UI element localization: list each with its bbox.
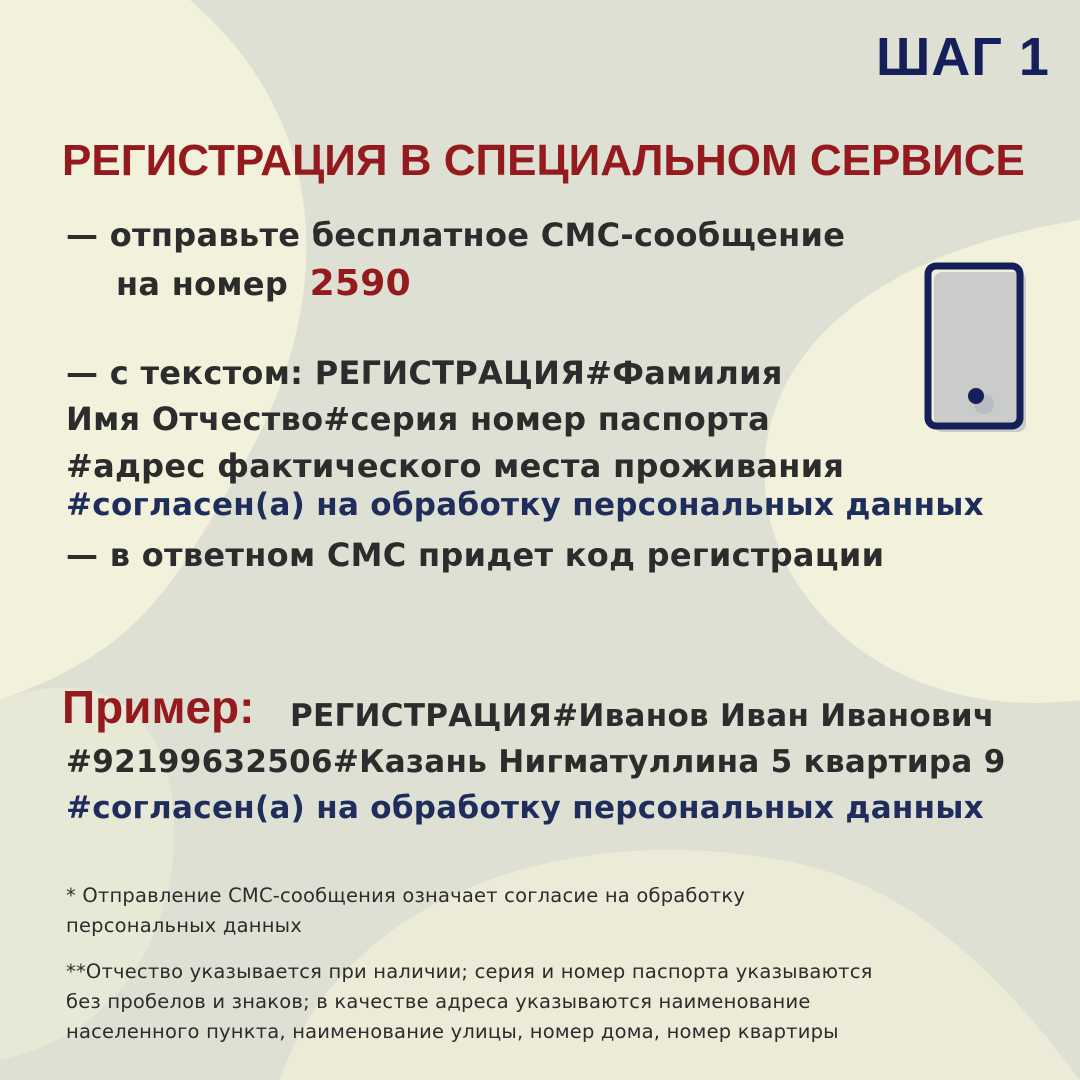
instruction-line-3: — с текстом: РЕГИСТРАЦИЯ#Фамилия <box>66 354 783 392</box>
instruction-line-5: #адрес фактического места проживания <box>66 447 845 485</box>
sms-number: 2590 <box>309 263 411 304</box>
instruction-line-1: — отправьте бесплатное СМС-сообщение <box>66 216 846 254</box>
footnote-1-line-2: персональных данных <box>66 914 302 937</box>
example-label: Пример: <box>62 681 255 733</box>
instruction-consent-line: #согласен(а) на обработку персональных данных <box>66 487 984 523</box>
footnote-2-line-1: **Отчество указывается при наличии; серия и номер паспорта указываются <box>66 960 873 983</box>
instruction-line-2 <box>116 263 411 304</box>
footnote-2-line-2: без пробелов и знаков; в качестве адреса указываются наименование <box>66 990 811 1013</box>
example-line-1: РЕГИСТРАЦИЯ#Иванов Иван Иванович <box>290 698 995 734</box>
example-line-2: #92199632506#Казань Нигматуллина 5 квартира 9 <box>66 744 1006 780</box>
instruction-line-4: Имя Отчество#серия номер паспорта <box>66 400 771 438</box>
instruction-line-2-prefix: на номер <box>116 265 289 303</box>
instruction-line-7: — в ответном СМС придет код регистрации <box>66 536 885 574</box>
smartphone-icon <box>918 258 1038 438</box>
step-label: ШАГ 1 <box>876 27 1050 87</box>
footnote-1-line-1: * Отправление СМС-сообщения означает согласие на обработку <box>66 884 746 907</box>
page-title: РЕГИСТРАЦИЯ В СПЕЦИАЛЬНОМ СЕРВИСЕ <box>62 136 1025 185</box>
footnote-2-line-3: населенного пункта, наименование улицы, номер дома, номер квартиры <box>66 1020 839 1043</box>
example-consent-line: #согласен(а) на обработку персональных данных <box>66 790 984 826</box>
